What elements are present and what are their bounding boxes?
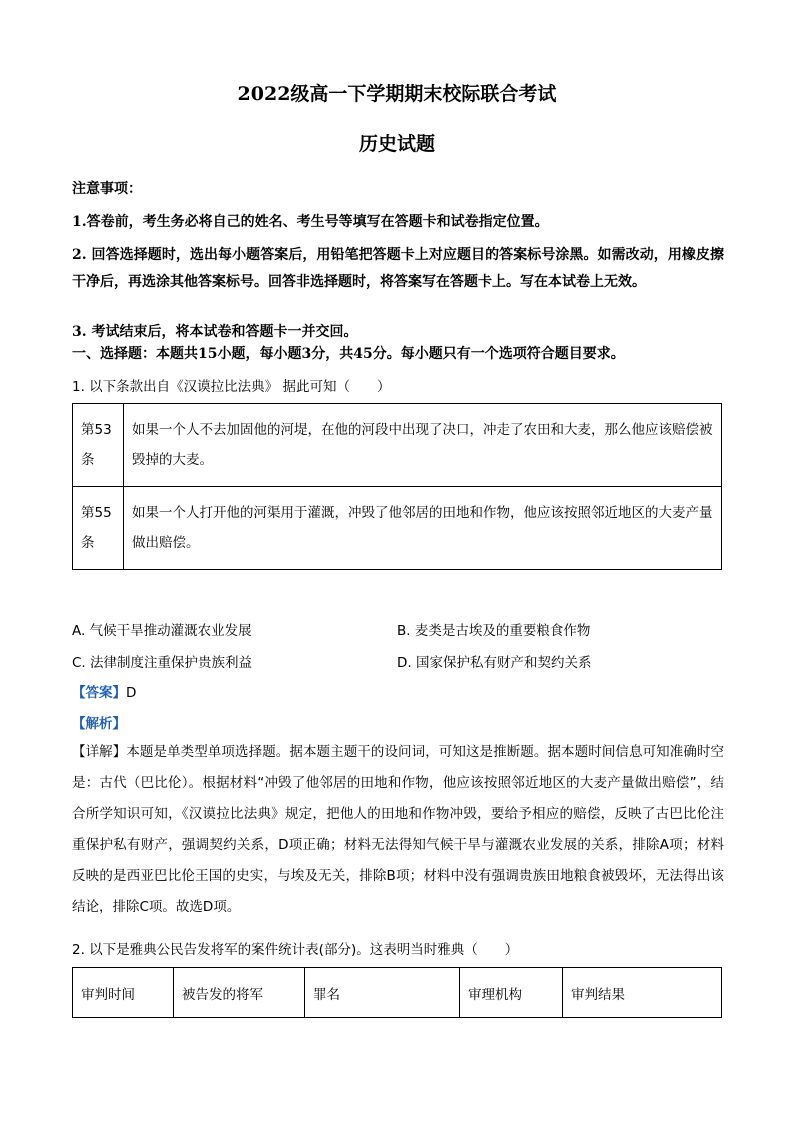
- table-header-row: [73, 968, 722, 1018]
- q1-option-a[interactable]: A. 气候干旱推动灌溉农业发展: [72, 623, 252, 639]
- column-header: 审理机构: [460, 968, 563, 1018]
- q1-stem: 1. 以下条款出自《汉谟拉比法典》 据此可知（ ）: [72, 379, 391, 395]
- article-text-cell: 如果一个人不去加固他的河堤，在他的河段中出现了决口，冲走了农田和大麦，那么他应该赔偿被毁掉的大麦。: [124, 404, 722, 487]
- q2-stem: 2. 以下是雅典公民告发将军的案件统计表(部分)。这表明当时雅典（ ）: [72, 942, 519, 958]
- column-header: 审判结果: [563, 968, 722, 1018]
- column-header: 审判时间: [73, 968, 174, 1018]
- column-header: 被告发的将军: [174, 968, 305, 1018]
- table-row: [73, 404, 722, 487]
- q2-table: [72, 967, 722, 1018]
- analysis-tag: 【解析】: [72, 716, 126, 732]
- q1-detail: 【详解】本题是单类型单项选择题。据本题主题干的设问词，可知这是推断题。据本题时间信息可知准确时空是：古代（巴比伦）。根据材料“冲毁了他邻居的田地和作物，他应该按照邻近地区的大麦产量做出赔偿”，结合所学知识可知，《汉谟拉比法典》规定，把他人的田地和作物冲毁，要给予相应的赔偿，反映了古巴比伦注重保护私有财产，强调契约关系，D项正确；材料无法得知气候干旱与灌溉农业发展的关系，排除A项；材料反映的是西亚巴比伦王国的史实，与埃及无关，排除B项；材料中没有强调贵族田地粮食被毁坏，无法得出该结论，排除C项。故选D项。: [72, 744, 724, 915]
- exam-title: 2022级高一下学期期末校际联合考试: [237, 83, 557, 105]
- column-header: 罪名: [305, 968, 460, 1018]
- notes-heading: 注意事项：: [72, 181, 142, 197]
- answer-value: D: [126, 685, 137, 701]
- q1-option-c[interactable]: C. 法律制度注重保护贵族利益: [72, 655, 253, 671]
- q1-table: [72, 403, 722, 570]
- table-row: [73, 487, 722, 570]
- q1-option-b[interactable]: B. 麦类是古埃及的重要粮食作物: [397, 623, 591, 639]
- section-heading: 一、选择题：本题共15小题，每小题3分，共45分。每小题只有一个选项符合题目要求。: [72, 346, 625, 362]
- article-text-cell: 如果一个人打开他的河渠用于灌溉，冲毁了他邻居的田地和作物，他应该按照邻近地区的大麦产量做出赔偿。: [124, 487, 722, 570]
- note-item-2: 2. 回答选择题时，选出每小题答案后，用铅笔把答题卡上对应题目的答案标号涂黑。如需改动，用橡皮擦干净后，再选涂其他答案标号。回答非选择题时，将答案写在答题卡上。写在本试卷上无效。: [72, 247, 724, 290]
- note-item-1: 1.答卷前，考生务必将自己的姓名、考生号等填写在答题卡和试卷指定位置。: [72, 214, 549, 230]
- article-cell: 第55条: [73, 487, 124, 570]
- note-item-3: 3. 考试结束后，将本试卷和答题卡一并交回。: [72, 324, 358, 340]
- q1-answer-line: [72, 681, 136, 701]
- article-cell: 第53条: [73, 404, 124, 487]
- subject-title: 历史试题: [358, 133, 435, 155]
- answer-tag: 【答案】: [72, 685, 126, 701]
- q1-option-d[interactable]: D. 国家保护私有财产和契约关系: [397, 655, 592, 671]
